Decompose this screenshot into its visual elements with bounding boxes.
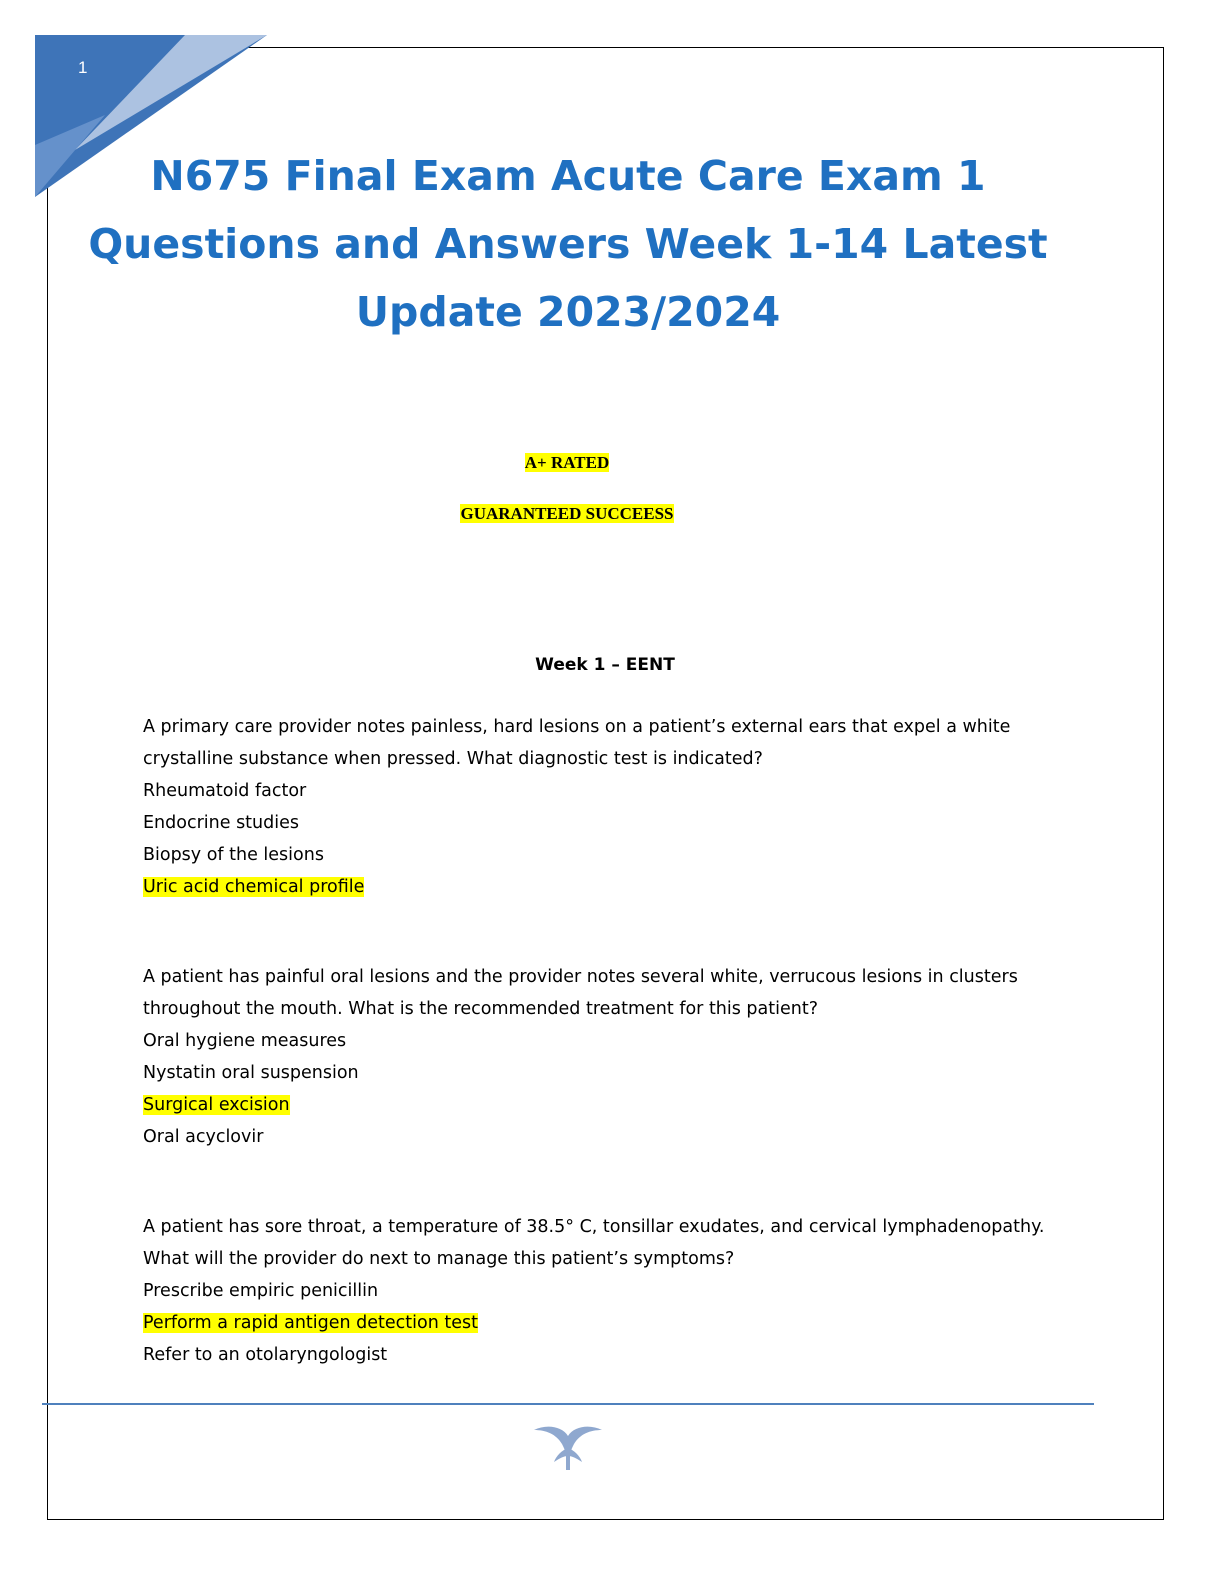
question-stem-line: What will the provider do next to manage this patient’s symptoms? xyxy=(143,1249,735,1269)
answer-option xyxy=(143,1275,1063,1307)
question-stem-line: throughout the mouth. What is the recommended treatment for this patient? xyxy=(143,999,818,1019)
correct-answer-option xyxy=(143,871,1063,903)
answer-option xyxy=(143,1121,1063,1153)
document-title xyxy=(60,142,1076,346)
correct-answer-option xyxy=(143,1307,1063,1339)
page-number: 1 xyxy=(78,58,88,77)
title-line: N675 Final Exam Acute Care Exam 1 xyxy=(150,152,986,200)
question-block xyxy=(143,1211,1063,1371)
question-block xyxy=(143,711,1063,903)
guarantee-label xyxy=(0,504,1134,524)
guarantee-text: GUARANTEED SUCCEESS xyxy=(460,504,674,523)
answer-option-text: Perform a rapid antigen detection test xyxy=(143,1313,478,1333)
correct-answer-option xyxy=(143,1089,1063,1121)
footer-divider xyxy=(42,1403,1094,1405)
question-stem-line: A primary care provider notes painless, hard lesions on a patient’s external ears that expel a white xyxy=(143,717,1011,737)
answer-option xyxy=(143,807,1063,839)
answer-option xyxy=(143,839,1063,871)
answer-option-text: Endocrine studies xyxy=(143,813,299,833)
answer-option xyxy=(143,1339,1063,1371)
fleur-logo-icon xyxy=(532,1422,604,1472)
answer-option-text: Biopsy of the lesions xyxy=(143,845,324,865)
answer-option-text: Nystatin oral suspension xyxy=(143,1063,359,1083)
title-line: Questions and Answers Week 1-14 Latest xyxy=(88,220,1048,268)
rating-text: A+ RATED xyxy=(524,453,610,472)
answer-option-text: Refer to an otolaryngologist xyxy=(143,1345,388,1365)
answer-option-text: Oral hygiene measures xyxy=(143,1031,347,1051)
section-heading: Week 1 – EENT xyxy=(535,655,675,675)
answer-option-text: Rheumatoid factor xyxy=(143,781,307,801)
question-stem-line: A patient has sore throat, a temperature of 38.5° C, tonsillar exudates, and cervical lymphadenopathy. xyxy=(143,1217,1045,1237)
answer-option-text: Oral acyclovir xyxy=(143,1127,264,1147)
answer-option xyxy=(143,1025,1063,1057)
answer-option-text: Prescribe empiric penicillin xyxy=(143,1281,379,1301)
answer-option xyxy=(143,775,1063,807)
title-line: Update 2023/2024 xyxy=(355,288,781,336)
answer-option xyxy=(143,1057,1063,1089)
question-block xyxy=(143,961,1063,1153)
question-stem-line: A patient has painful oral lesions and the provider notes several white, verrucous lesions in clusters xyxy=(143,967,1018,987)
rating-label xyxy=(0,453,1134,473)
answer-option-text: Surgical excision xyxy=(143,1095,290,1115)
answer-option-text: Uric acid chemical profile xyxy=(143,877,365,897)
question-stem-line: crystalline substance when pressed. What diagnostic test is indicated? xyxy=(143,749,763,769)
